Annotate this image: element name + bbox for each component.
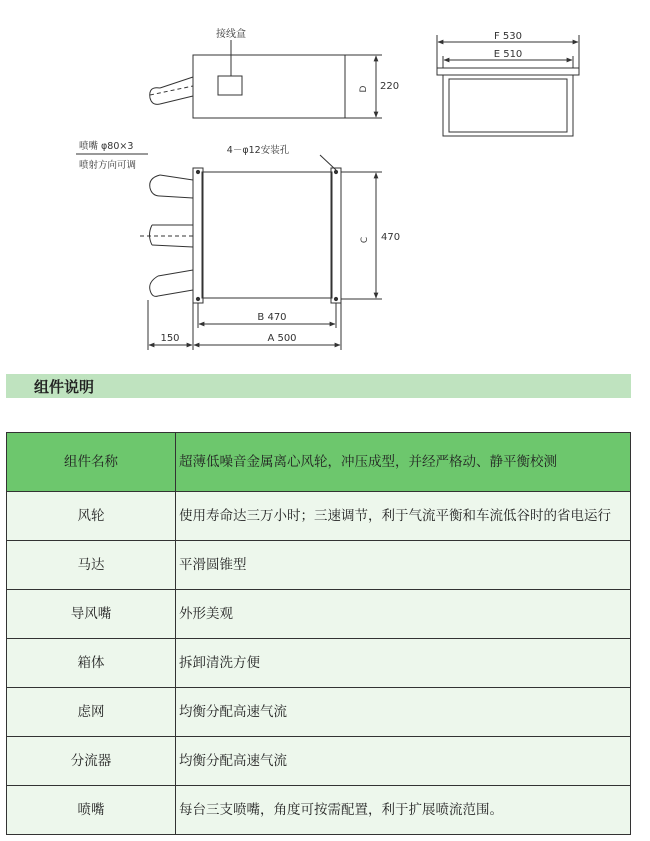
unit-body-top bbox=[202, 172, 332, 298]
row-name-cell: 喷嘴 bbox=[7, 786, 176, 835]
front-body-inner bbox=[449, 79, 567, 132]
table-row bbox=[7, 541, 631, 590]
front-body-outer bbox=[443, 75, 573, 136]
nozzle-note: 喷嘴 φ80×3 bbox=[79, 141, 134, 152]
component-table bbox=[6, 432, 631, 835]
table-row bbox=[7, 590, 631, 639]
section-title: 组件说明 bbox=[34, 378, 95, 396]
header-desc-cell: 超薄低噪音金属离心风轮，冲压成型，并经严格动、静平衡校测 bbox=[176, 433, 631, 492]
width-outer-label: F 530 bbox=[493, 31, 523, 42]
height-dim-letter: D bbox=[359, 85, 369, 93]
junction-box bbox=[218, 76, 242, 95]
nozzle-direction-note: 喷射方向可调 bbox=[79, 160, 137, 171]
table-header-row bbox=[7, 433, 631, 492]
side-nozzle bbox=[150, 77, 193, 104]
top-view bbox=[76, 154, 382, 350]
hole-spacing-label: B 470 bbox=[257, 312, 287, 323]
row-desc-cell: 均衡分配高速气流 bbox=[176, 688, 631, 737]
row-desc-cell: 使用寿命达三万小时；三速调节，利于气流平衡和车流低谷时的省电运行 bbox=[176, 492, 631, 541]
row-desc-cell: 每台三支喷嘴，角度可按需配置，利于扩展喷流范围。 bbox=[176, 786, 631, 835]
nozzle-bottom bbox=[150, 270, 193, 296]
row-name-cell: 分流器 bbox=[7, 737, 176, 786]
table-row bbox=[7, 688, 631, 737]
section-header bbox=[6, 374, 631, 398]
row-desc-cell: 拆卸清洗方便 bbox=[176, 639, 631, 688]
overall-width-label: A 500 bbox=[267, 333, 297, 344]
side-view bbox=[150, 40, 382, 118]
row-desc-cell: 均衡分配高速气流 bbox=[176, 737, 631, 786]
technical-drawing bbox=[0, 0, 650, 365]
height-label: 220 bbox=[380, 81, 400, 92]
row-name-cell: 导风嘴 bbox=[7, 590, 176, 639]
depth-label: 470 bbox=[381, 232, 401, 243]
row-desc-cell: 平滑圆锥型 bbox=[176, 541, 631, 590]
table-row bbox=[7, 737, 631, 786]
mounting-holes-label: 4－φ12安装孔 bbox=[226, 145, 290, 156]
depth-dim-letter: C bbox=[360, 236, 370, 244]
nozzle-middle bbox=[140, 225, 193, 247]
row-name-cell: 箱体 bbox=[7, 639, 176, 688]
width-inner-label: E 510 bbox=[493, 49, 523, 60]
row-desc-cell: 外形美观 bbox=[176, 590, 631, 639]
nozzle-length-label: 150 bbox=[160, 333, 180, 344]
table-row bbox=[7, 639, 631, 688]
front-flange bbox=[437, 68, 579, 75]
unit-body-side bbox=[193, 55, 345, 118]
row-name-cell: 马达 bbox=[7, 541, 176, 590]
nozzle-top bbox=[150, 175, 193, 198]
table-row bbox=[7, 786, 631, 835]
table-row bbox=[7, 492, 631, 541]
header-name-cell: 组件名称 bbox=[7, 433, 176, 492]
junction-box-label: 接线盒 bbox=[216, 29, 246, 40]
row-name-cell: 风轮 bbox=[7, 492, 176, 541]
row-name-cell: 虑网 bbox=[7, 688, 176, 737]
